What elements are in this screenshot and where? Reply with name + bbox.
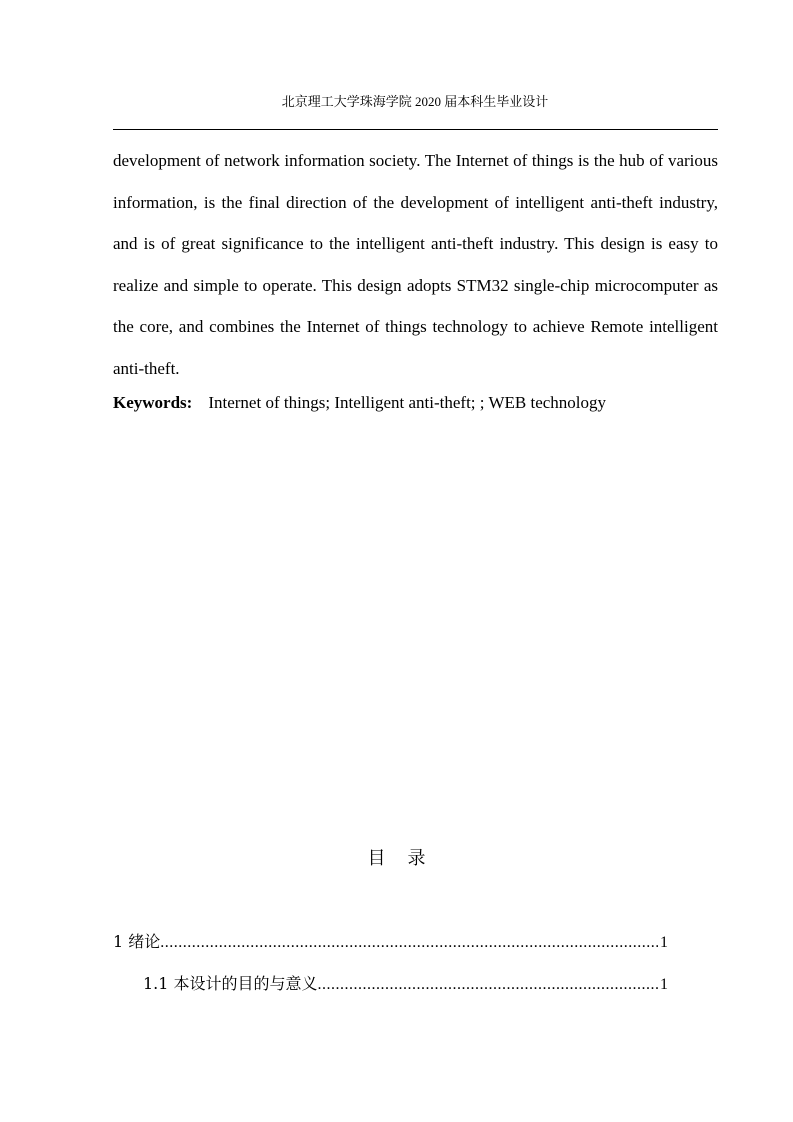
abstract-body — [113, 140, 718, 389]
toc-entry-2[interactable] — [143, 972, 668, 997]
keywords-line — [113, 388, 718, 418]
toc-entry-1[interactable] — [113, 930, 668, 955]
toc-entry-label: 1.1 本设计的目的与意义 — [143, 974, 318, 993]
toc-leader-dots — [160, 931, 658, 955]
abstract-paragraph: development of network information society. The Internet of things is the hub of various information, is the final direction of the development of intelligent anti-theft industry, and is of great significance to the intelligent anti-theft industry. This design is easy to realize and simple to operate. This design adopts STM32 single-chip microcomputer as the core, and combines the Internet of things technology to achieve Remote intelligent anti-theft. — [113, 151, 718, 378]
toc-title-right: 录 — [407, 848, 426, 869]
toc-title — [0, 845, 793, 873]
page-header: 北京理工大学珠海学院 2020 届本科生毕业设计 — [281, 94, 549, 109]
toc-leader-dots — [318, 973, 658, 997]
toc-entry-page: 1 — [660, 934, 668, 951]
keywords-label: Keywords: — [113, 393, 193, 412]
header-rule — [113, 129, 718, 130]
toc-entry-label: 1 绪论 — [113, 932, 161, 951]
toc-entry-page: 1 — [660, 976, 668, 993]
keywords-value: Internet of things; Intelligent anti-theft; ; WEB technology — [208, 393, 607, 412]
toc-title-left: 目 — [367, 848, 386, 869]
